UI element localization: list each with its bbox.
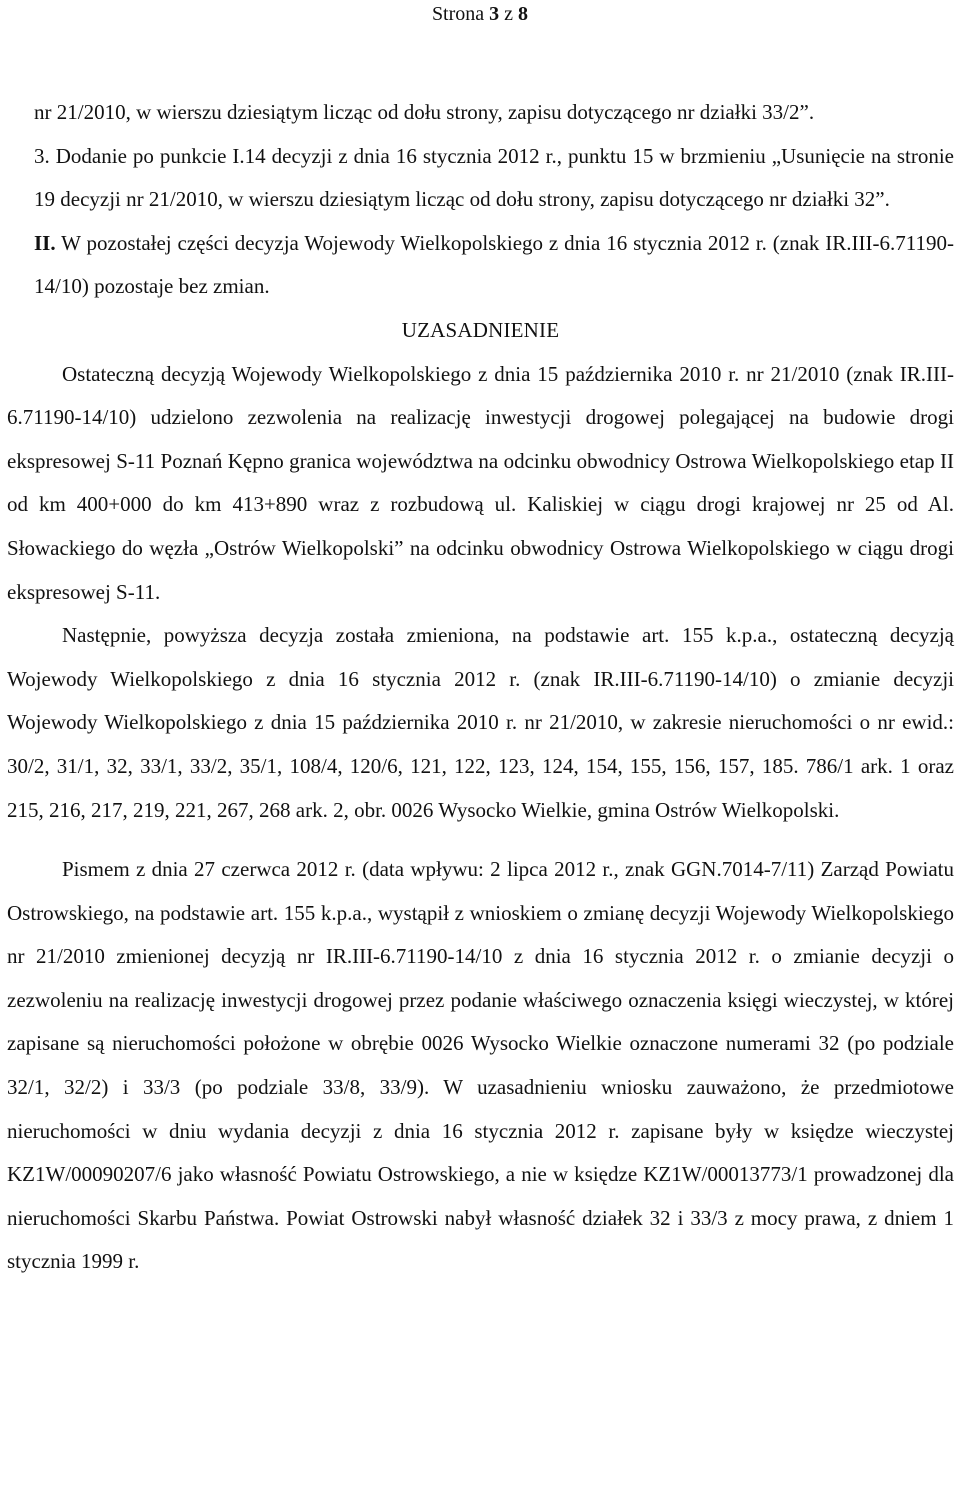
section-ii-text: W pozostałej części decyzja Wojewody Wielkopolskiego z dnia 16 stycznia 2012 r. (znak IR.III-6.71190-14/10) pozostaje bez zmian. [34,230,954,299]
page-total: 8 [518,3,529,25]
page-header-prefix: Strona [431,3,490,25]
page-number: 3 [489,3,500,25]
justification-paragraph-3: Pismem z dnia 27 czerwca 2012 r. (data wpływu: 2 lipca 2012 r., znak GGN.7014-7/11) Zarząd Powiatu Ostrowskiego, na podstawie art. 155 k.p.a., wystąpił z wnioskiem o zmianę decyzji Wojewody Wielkopolskiego nr 21/2010 zmienionej decyzją nr IR.III-6.71190-14/10 z dnia 16 stycznia 2012 r. o zmianie decyzji o zezwoleniu na realizację inwestycji drogowej przez podanie właściwego oznaczenia księgi wieczystej, w której zapisane są nieruchomości położone w obrębie 0026 Wysocko Wielkie oznaczone numerami 32 (po podziale 32/1, 32/2) i 33/3 (po podziale 33/8, 33/9). W uzasadnieniu wniosku zauważono, że przedmiotowe nieruchomości w dniu wydania decyzji z dnia 16 stycznia 2012 r. zapisane były w księdze wieczystej KZ1W/00090207/6 jako własność Powiatu Ostrowskiego, a nie w księdze KZ1W/00013773/1 prowadzonej dla nieruchomości Skarbu Państwa. Powiat Ostrowski nabył własność działek 32 i 33/3 z mocy prawa, z dniem 1 stycznia 1999 r. [7,857,954,1274]
justification-heading: UZASADNIENIE [401,317,560,342]
paragraph-gap [7,832,954,848]
intro-paragraph-2: 3. Dodanie po punkcie I.14 decyzji z dnia 16 stycznia 2012 r., punktu 15 w brzmieniu „Usunięcie na stronie 19 decyzji nr 21/2010, w wierszu dziesiątym licząc od dołu strony, zapisu dotyczącego nr działki 32”. [34,143,954,212]
intro-paragraph-1: nr 21/2010, w wierszu dziesiątym licząc od dołu strony, zapisu dotyczącego nr działki 33/2”. [34,100,815,124]
section-label-ii: II. [34,230,56,255]
justification-paragraph-1: Ostateczną decyzją Wojewody Wielkopolskiego z dnia 15 października 2010 r. nr 21/2010 (znak IR.III-6.71190-14/10) udzielono zezwolenia na realizację inwestycji drogowej polegającej na budowie drogi ekspresowej S-11 Poznań Kępno granica województwa na odcinku obwodnicy Ostrowa Wielkopolskiego etap II od km 400+000 do km 413+890 wraz z rozbudową ul. Kaliskiej w ciągu drogi krajowej nr 25 od Al. Słowackiego do węzła „Ostrów Wielkopolski” na odcinku obwodnicy Ostrowa Wielkopolskiego w ciągu drogi ekspresowej S-11. [7,361,954,604]
page-header-middle: z [499,3,519,25]
intro-block [34,91,954,309]
document-body [7,91,954,1284]
justification-paragraph-2: Następnie, powyższa decyzja została zmieniona, na podstawie art. 155 k.p.a., ostateczną decyzją Wojewody Wielkopolskiego z dnia 16 stycznia 2012 r. (znak IR.III-6.71190-14/10) o zmianie decyzji Wojewody Wielkopolskiego z dnia 15 października 2010 r. nr 21/2010, w zakresie nieruchomości o nr ewid.: 30/2, 31/1, 32, 33/1, 33/2, 35/1, 108/4, 120/6, 121, 122, 123, 124, 154, 155, 156, 157, 185. 786/1 ark. 1 oraz 215, 216, 217, 219, 221, 267, 268 ark. 2, obr. 0026 Wysocko Wielkie, gmina Ostrów Wielkopolski. [7,623,954,822]
intro-paragraph-3 [34,222,954,309]
page-header [0,3,960,25]
